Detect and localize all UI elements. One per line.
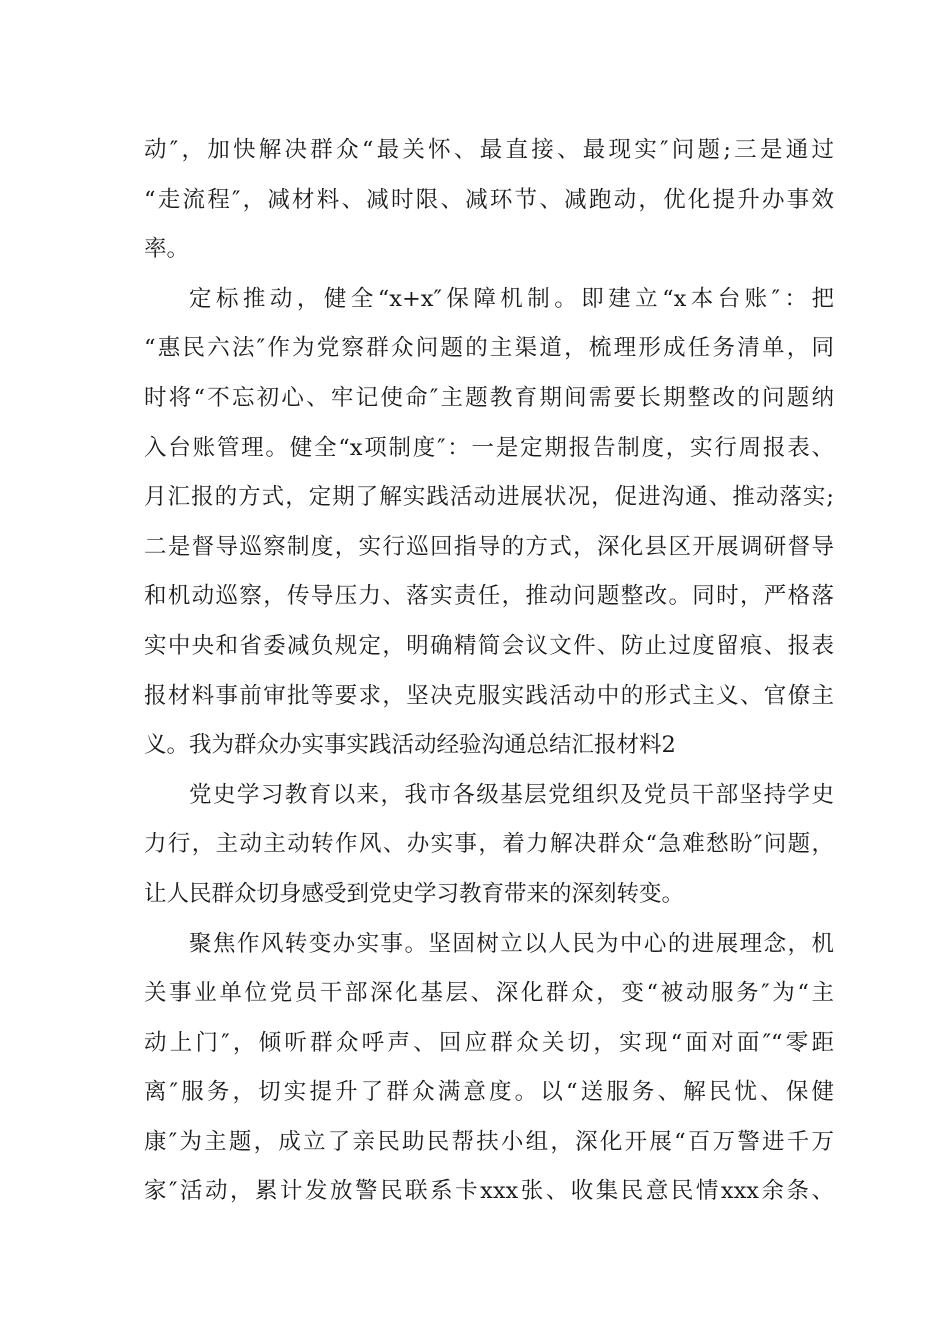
text-line: 家″活动，累计发放警民联系卡xxx张、收集民意民情xxx余条、	[144, 1178, 834, 1205]
text-line: 报材料事前审批等要求，坚决克服实践活动中的形式主义、官僚主	[144, 682, 834, 709]
text-line: 动上门″，倾听群众呼声、回应群众关切，实现“面对面″“零距	[144, 1029, 834, 1056]
text-line: 入台账管理。健全“x项制度″：一是定期报告制度，实行周报表、	[144, 434, 834, 461]
text-line: 关事业单位党员干部深化基层、深化群众，变“被动服务″为“主	[144, 980, 834, 1007]
paragraph-first-line: 党史学习教育以来，我市各级基层党组织及党员干部坚持学史	[189, 781, 834, 808]
text-line: 让人民群众切身感受到党史学习教育带来的深刻转变。	[144, 880, 685, 907]
text-line: 和机动巡察，传导压力、落实责任，推动问题整改。同时，严格落	[144, 583, 834, 610]
text-line: 力行，主动主动转作风、办实事，着力解决群众“急难愁盼″问题，	[144, 831, 834, 858]
text-line: 动″，加快解决群众“最关怀、最直接、最现实″问题;三是通过	[144, 137, 834, 163]
section-title-line: 义。我为群众办实事实践活动经验沟通总结汇报材料2	[144, 732, 676, 759]
text-line: “走流程″，减材料、减时限、减环节、减跑动，优化提升办事效	[144, 186, 834, 213]
text-line: 实中央和省委减负规定，明确精简会议文件、防止过度留痕、报表	[144, 632, 834, 659]
text-line: 二是督导巡察制度，实行巡回指导的方式，深化县区开展调研督导	[144, 533, 834, 560]
text-line: 率。	[144, 236, 190, 263]
paragraph-first-line: 定标推动，健全“x+x″保障机制。即建立“x本台账″：把	[189, 285, 834, 312]
text-line: “惠民六法″作为党察群众问题的主渠道，梳理形成任务清单，同	[144, 335, 834, 362]
text-line: 康″为主题，成立了亲民助民帮扶小组，深化开展“百万警进千万	[144, 1128, 834, 1155]
paragraph-first-line: 聚焦作风转变办实事。坚固树立以人民为中心的进展理念，机	[189, 930, 834, 957]
document-body	[144, 126, 834, 1217]
text-line: 月汇报的方式，定期了解实践活动进展状况，促进沟通、推动落实;	[144, 484, 834, 511]
text-line: 时将“不忘初心、牢记使命″主题教育期间需要长期整改的问题纳	[144, 384, 834, 411]
text-line: 离″服务，切实提升了群众满意度。以“送服务、解民忧、保健	[144, 1079, 834, 1106]
